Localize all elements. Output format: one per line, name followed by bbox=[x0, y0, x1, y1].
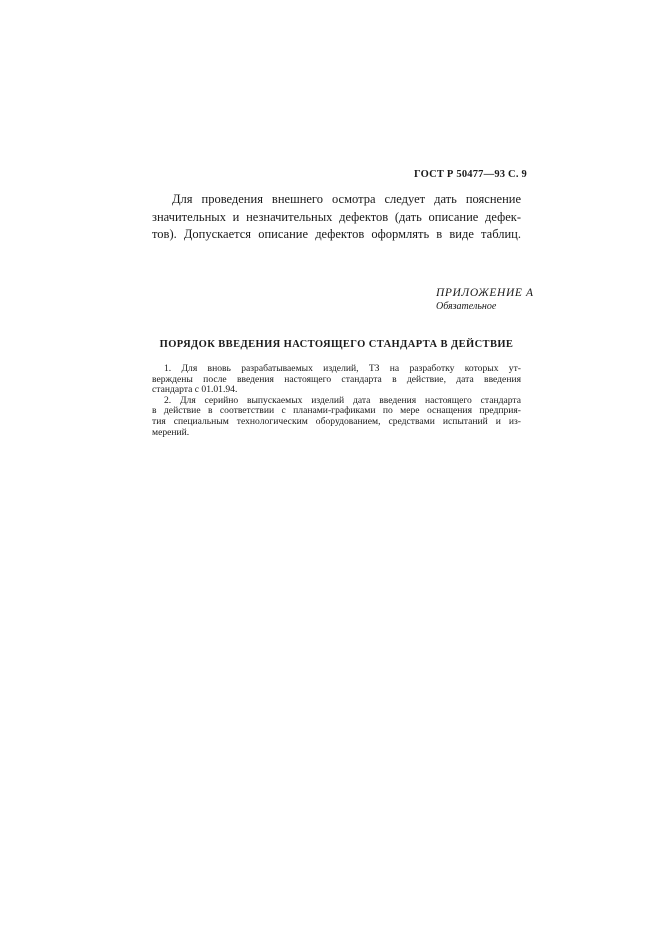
body-line: 1. Для вновь разрабатываемых изделий, ТЗ на разработку которых ут- bbox=[164, 364, 521, 374]
intro-paragraph bbox=[152, 191, 521, 244]
body-line: тия специальным технологическим оборудованием, средствами испытаний и из- bbox=[152, 416, 521, 427]
intro-line: тов). Допускается описание дефектов оформлять в виде таблиц. bbox=[152, 227, 521, 241]
body-paragraphs bbox=[152, 364, 521, 438]
appendix-title: ПРИЛОЖЕНИЕ А bbox=[436, 287, 534, 299]
appendix-subtitle: Обязательное bbox=[436, 301, 497, 312]
body-line: 2. Для серийно выпускаемых изделий дата введения настоящего стандарта bbox=[164, 395, 521, 406]
body-line: верждены после введения настоящего стандарта в действие, дата введения bbox=[152, 374, 521, 385]
body-line: стандарта с 01.01.94. bbox=[152, 385, 238, 396]
intro-line: значительных и незначительных дефектов (дать описание дефек- bbox=[152, 209, 521, 224]
page-header-doc-ref: ГОСТ Р 50477—93 С. 9 bbox=[414, 169, 527, 180]
section-title: ПОРЯДОК ВВЕДЕНИЯ НАСТОЯЩЕГО СТАНДАРТА В ДЕЙСТВИЕ bbox=[159, 339, 514, 350]
intro-line: Для проведения внешнего осмотра следует дать пояснение bbox=[172, 192, 521, 206]
appendix-label bbox=[436, 287, 536, 312]
body-line: мерений. bbox=[152, 427, 190, 438]
body-line: в действие в соответствии с планами-графиками по мере оснащения предприя- bbox=[152, 406, 521, 417]
